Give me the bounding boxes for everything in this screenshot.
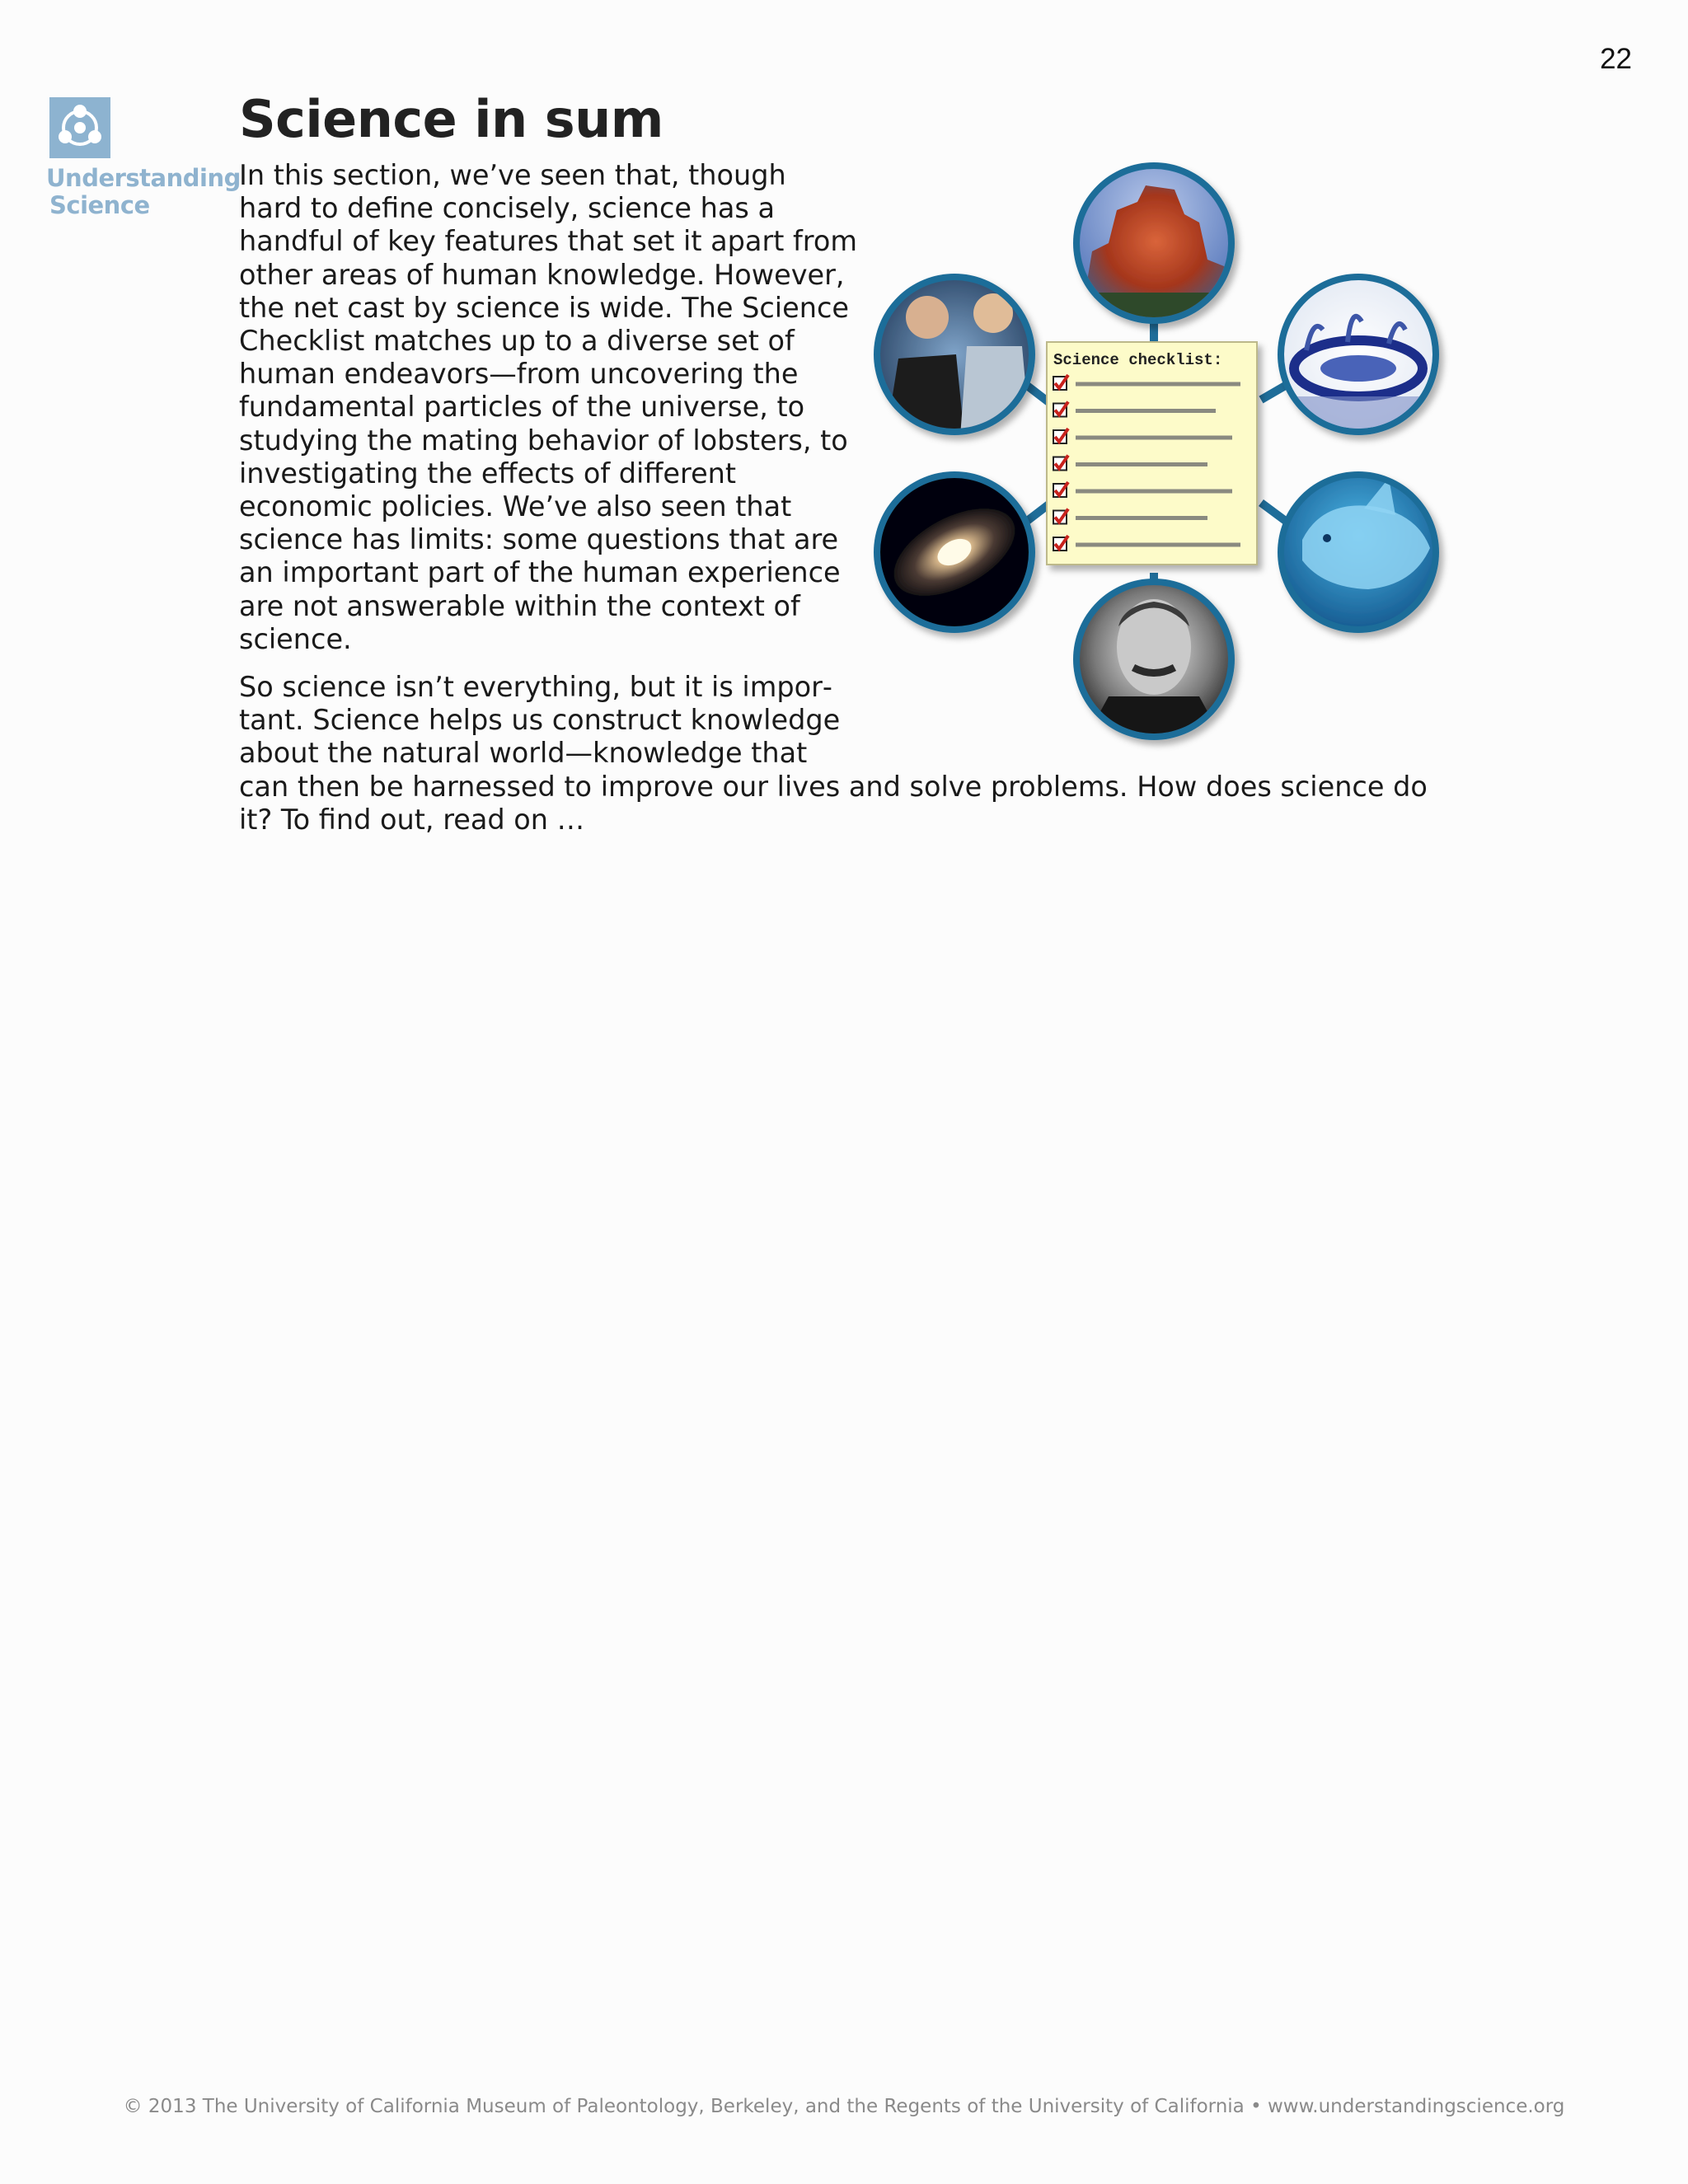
- photo-two-people: [872, 272, 1037, 437]
- checklist-title: Science checklist:: [1053, 351, 1223, 369]
- science-checklist-figure: [861, 152, 1471, 762]
- photo-galaxy: [872, 470, 1037, 635]
- logo-mark-icon: [49, 97, 110, 158]
- photo-sunfish: [1276, 470, 1441, 635]
- photo-portrait: [1071, 577, 1236, 742]
- logo-line-1: Understanding: [46, 164, 241, 192]
- photo-water-splash: [1276, 272, 1441, 438]
- page-number: 22: [1600, 43, 1632, 75]
- footer-copyright: © 2013 The University of California Museum of Paleontology, Berkeley, and the Regents of the University of California • www.understandingscience.org: [123, 2096, 1565, 2117]
- logo-line-2: Science: [49, 191, 150, 219]
- photo-rock-formation: [1071, 161, 1236, 326]
- paragraph-2: So science isn’t everything, but it is important. Science helps us construct knowledge about the natural world—knowledge that can then be harnessed to improve our lives and solve problems. How does science do it? To find out, read on …: [239, 671, 1428, 836]
- page-title: Science in sum: [239, 89, 663, 149]
- logo-text: [46, 164, 241, 219]
- paragraph-1: In this section, we’ve seen that, though hard to define concisely, science has a handful of key features that set it apart from other areas of human knowledge. However, the net cast by science is wide. The Science Checklist matches up to a diverse set of human endeavors—from uncovering the fundamental particles of the universe, to studying the mating behavior of lobsters, to investigating the effects of different economic policies. We’ve also seen that science has limits: some questions that are an important part of the human experience are not answerable within the context of science.: [239, 159, 857, 655]
- understanding-science-logo[interactable]: [46, 97, 241, 219]
- science-checklist-card: [1047, 342, 1257, 565]
